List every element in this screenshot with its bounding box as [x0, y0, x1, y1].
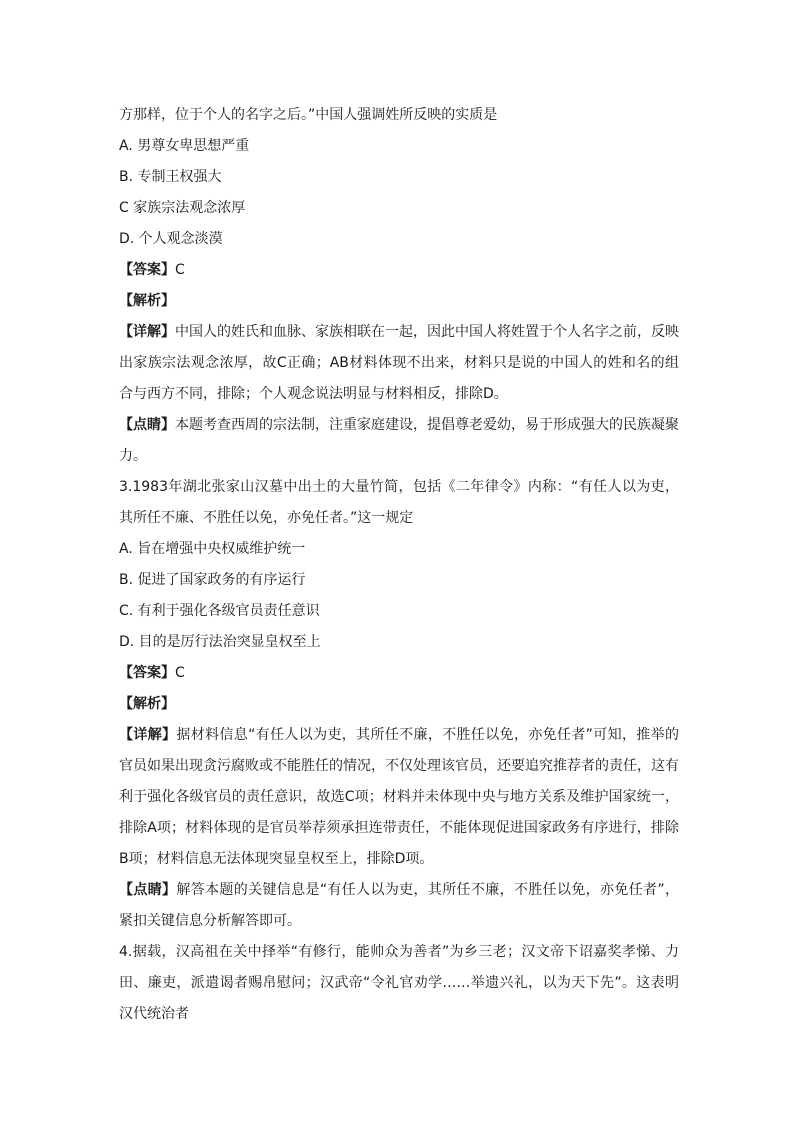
q3-answer-value: C — [175, 665, 185, 681]
q2-comment-text: 本题考查西周的宗法制，注重家庭建设，提倡尊老爱幼，易于形成强大的民族凝聚力。 — [119, 417, 679, 464]
q3-option-a: A. 旨在增强中央权威维护统一 — [119, 541, 306, 557]
q3-detail-text: 据材料信息“有任人以为吏，其所任不廉，不胜任以免，亦免任者”可知，推举的官员如果出现贪污腐败或不能胜任的情况，不仅处理该官员，还要追究推荐者的责任，这有利于强化各级官员的责任意识，故选C项；材料并未体现中央与地方关系及维护国家统一，排除A项；材料体现的是官员举荐须承担连带责任，不能体现促进国家政务有序进行，排除B项；材料信息无法体现突显皇权至上，排除D项。 — [119, 727, 679, 867]
q2-option-c: C 家族宗法观念浓厚 — [119, 200, 246, 216]
q2-option-d: D. 个人观念淡漠 — [119, 231, 223, 247]
q3-comment-tag: 【点睛】 — [119, 882, 177, 898]
q2-detail-tag: 【详解】 — [119, 324, 175, 340]
q2-analysis — [119, 286, 679, 317]
q2-answer — [119, 255, 679, 286]
q2-analysis-tag: 【解析】 — [119, 293, 175, 309]
document-page — [119, 100, 679, 1030]
q2-comment — [119, 410, 679, 472]
q2-option-a: A. 男尊女卑思想严重 — [119, 138, 250, 154]
q3-comment — [119, 875, 679, 937]
q3-option-c: C. 有利于强化各级官员责任意识 — [119, 603, 320, 619]
q3-answer-tag: 【答案】 — [119, 665, 175, 681]
q3-analysis — [119, 689, 679, 720]
q3-analysis-tag: 【解析】 — [119, 696, 175, 712]
q3-option-d: D. 目的是厉行法治突显皇权至上 — [119, 634, 321, 650]
q2-detail-text: 中国人的姓氏和血脉、家族相联在一起，因此中国人将姓置于个人名字之前，反映出家族宗法观念浓厚，故C正确；AB材料体现不出来，材料只是说的中国人的姓和名的组合与西方不同，排除；个人观念说法明显与材料相反，排除D。 — [119, 324, 679, 402]
q3-stem: 3.1983年湖北张家山汉墓中出土的大量竹简，包括《二年律令》内称：“有任人以为吏，其所任不廉、不胜任以免，亦免任者。”这一规定 — [119, 479, 679, 526]
q2-option-b: B. 专制王权强大 — [119, 169, 222, 185]
q3-option-b: B. 促进了国家政务的有序运行 — [119, 572, 306, 588]
q2-answer-value: C — [175, 262, 185, 278]
q2-answer-tag: 【答案】 — [119, 262, 175, 278]
q3-detail-tag: 【详解】 — [119, 727, 177, 743]
q3-comment-text: 解答本题的关键信息是“有任人以为吏，其所任不廉，不胜任以免，亦免任者”，紧扣关键信息分析解答即可。 — [119, 882, 679, 929]
q2-stem-tail: 方那样，位于个人的名字之后。”中国人强调姓所反映的实质是 — [119, 107, 498, 123]
q3-detail — [119, 720, 679, 875]
q2-comment-tag: 【点睛】 — [119, 417, 175, 433]
q4-stem: 4.据载，汉高祖在关中择举“有修行，能帅众为善者”为乡三老；汉文帝下诏嘉奖孝悌、力田、廉吏，派遣谒者赐帛慰问；汉武帝“令礼官劝学……举遗兴礼，以为天下先”。这表明汉代统治者 — [119, 944, 679, 1022]
q2-detail — [119, 317, 679, 410]
q3-answer — [119, 658, 679, 689]
